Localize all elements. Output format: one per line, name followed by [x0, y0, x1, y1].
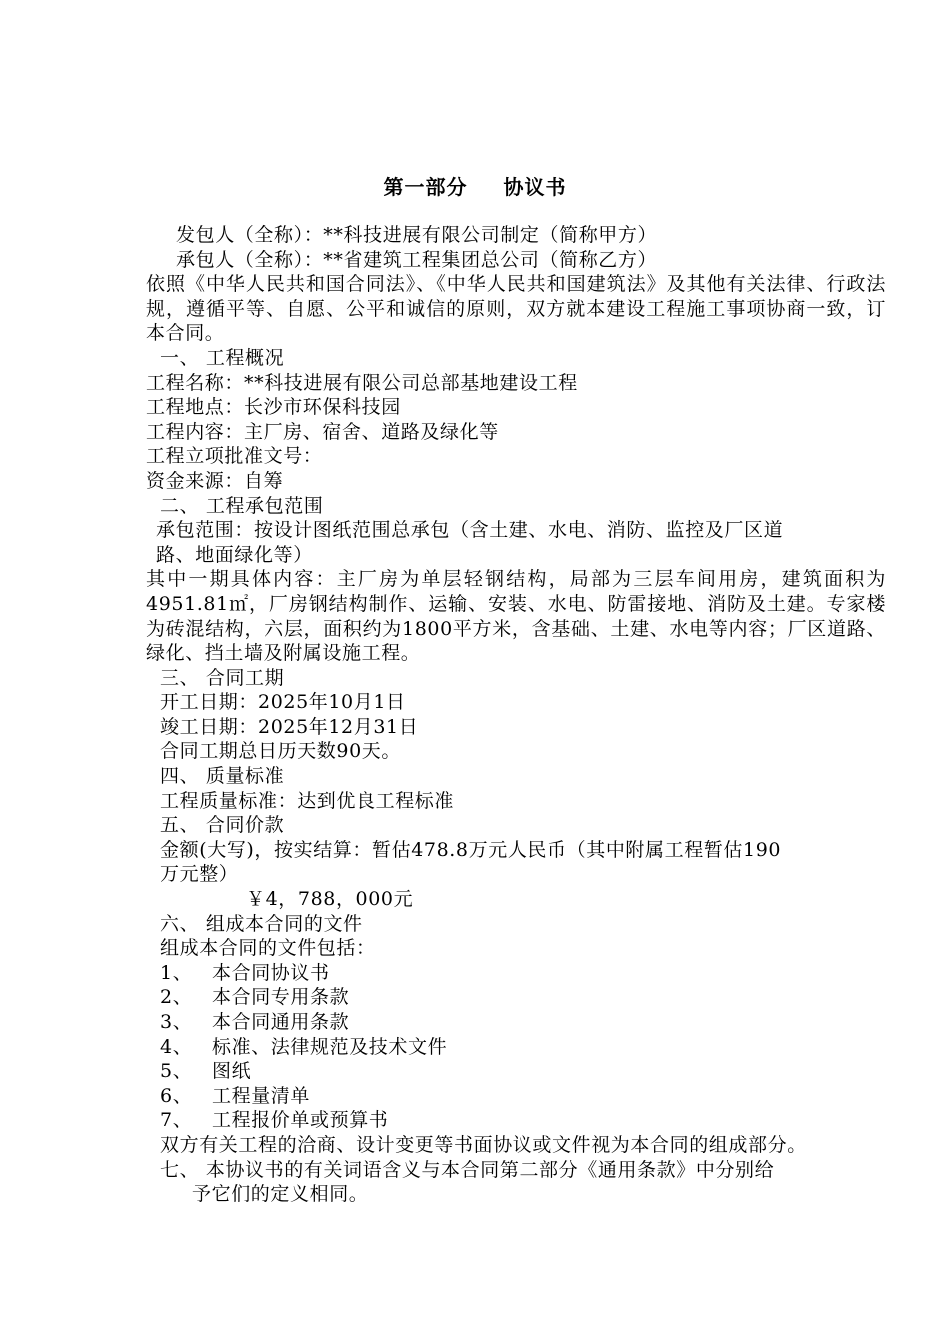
list-item	[146, 1010, 886, 1035]
section5-heading: 五、 合同价款	[160, 814, 285, 837]
list-item	[146, 961, 886, 986]
employer-line: 发包人（全称）：**科技进展有限公司制定（简称甲方）	[176, 224, 658, 246]
scope-line-1: 承包范围：按设计图纸范围总承包（含土建、水电、消防、监控及厂区道	[156, 519, 784, 542]
total-days: 合同工期总日历天数90天。	[160, 740, 401, 763]
list-item-text: 工程报价单或预算书	[212, 1109, 389, 1132]
list-item-number: 5、	[160, 1060, 193, 1083]
scope-line-2: 路、地面绿化等）	[156, 543, 313, 566]
section7-line-1: 七、 本协议书的有关词语含义与本合同第二部分《通用条款》中分别给	[160, 1158, 775, 1181]
project-name: 工程名称：**科技进展有限公司总部基地建设工程	[146, 371, 578, 394]
list-item-number: 7、	[160, 1109, 193, 1132]
title-part: 第一部分	[383, 175, 468, 199]
document-body	[146, 223, 886, 1207]
list-item	[146, 985, 886, 1010]
funding-source: 资金来源：自筹	[146, 469, 284, 492]
section3-heading: 三、 合同工期	[160, 666, 285, 689]
list-item-number: 3、	[160, 1011, 193, 1033]
list-item-text: 工程量清单	[212, 1084, 311, 1107]
project-content: 工程内容：主厂房、宿舍、道路及绿化等	[146, 420, 499, 443]
list-item-number: 1、	[160, 961, 193, 984]
quality-standard: 工程质量标准：达到优良工程标准	[160, 789, 455, 812]
list-item	[146, 1084, 886, 1109]
list-item-text: 本合同专用条款	[212, 986, 350, 1009]
list-item	[146, 1108, 886, 1133]
amount-line-1: 金额(大写)，按实结算：暂估478.8万元人民币（其中附属工程暂估190	[160, 838, 782, 861]
list-item-number: 4、	[160, 1035, 193, 1058]
amount-line-2: 万元整）	[160, 863, 239, 886]
list-item-number: 2、	[160, 986, 193, 1009]
section1-heading: 一、 工程概况	[160, 346, 285, 369]
end-date: 竣工日期：2025年12月31日	[160, 715, 419, 738]
preamble-paragraph: 依照《中华人民共和国合同法》、《中华人民共和国建筑法》及其他有关法律、行政法规，遵循平等、自愿、公平和诚信的原则，双方就本建设工程施工事项协商一致，订本合同。	[146, 273, 886, 345]
list-item	[146, 1059, 886, 1084]
title-name: 协议书	[503, 175, 567, 199]
start-date: 开工日期：2025年10月1日	[160, 691, 406, 714]
page-title	[0, 172, 950, 202]
section2-heading: 二、 工程承包范围	[160, 494, 324, 517]
list-item-text: 本合同通用条款	[212, 1011, 350, 1033]
list-item	[146, 1035, 886, 1060]
list-item-text: 标准、法律规范及技术文件	[212, 1035, 448, 1058]
contractor-line: 承包人（全称）：**省建筑工程集团总公司（简称乙方）	[176, 248, 658, 271]
list-item-text: 本合同协议书	[212, 961, 330, 984]
amount-figure: ￥4，788，000元	[246, 888, 414, 911]
documents-intro: 组成本合同的文件包括：	[160, 937, 376, 960]
phase1-paragraph: 其中一期具体内容：主厂房为单层轻钢结构，局部为三层车间用房，建筑面积为4951.81㎡，厂房钢结构制作、运输、安装、水电、防雷接地、消防及土建。专家楼为砖混结构，六层，面积约为1800平方米，含基础、土建、水电等内容；厂区道路、绿化、挡土墙及附属设施工程。	[146, 568, 886, 665]
list-item-text: 图纸	[212, 1060, 252, 1083]
list-item-number: 6、	[160, 1084, 193, 1107]
documents-closing: 双方有关工程的洽商、设计变更等书面协议或文件视为本合同的组成部分。	[160, 1133, 807, 1156]
project-location: 工程地点：长沙市环保科技园	[146, 396, 401, 419]
section6-heading: 六、 组成本合同的文件	[160, 912, 363, 935]
section7-line-2: 予它们的定义相同。	[192, 1183, 369, 1206]
section4-heading: 四、 质量标准	[160, 765, 285, 788]
project-approval: 工程立项批准文号：	[146, 445, 323, 468]
